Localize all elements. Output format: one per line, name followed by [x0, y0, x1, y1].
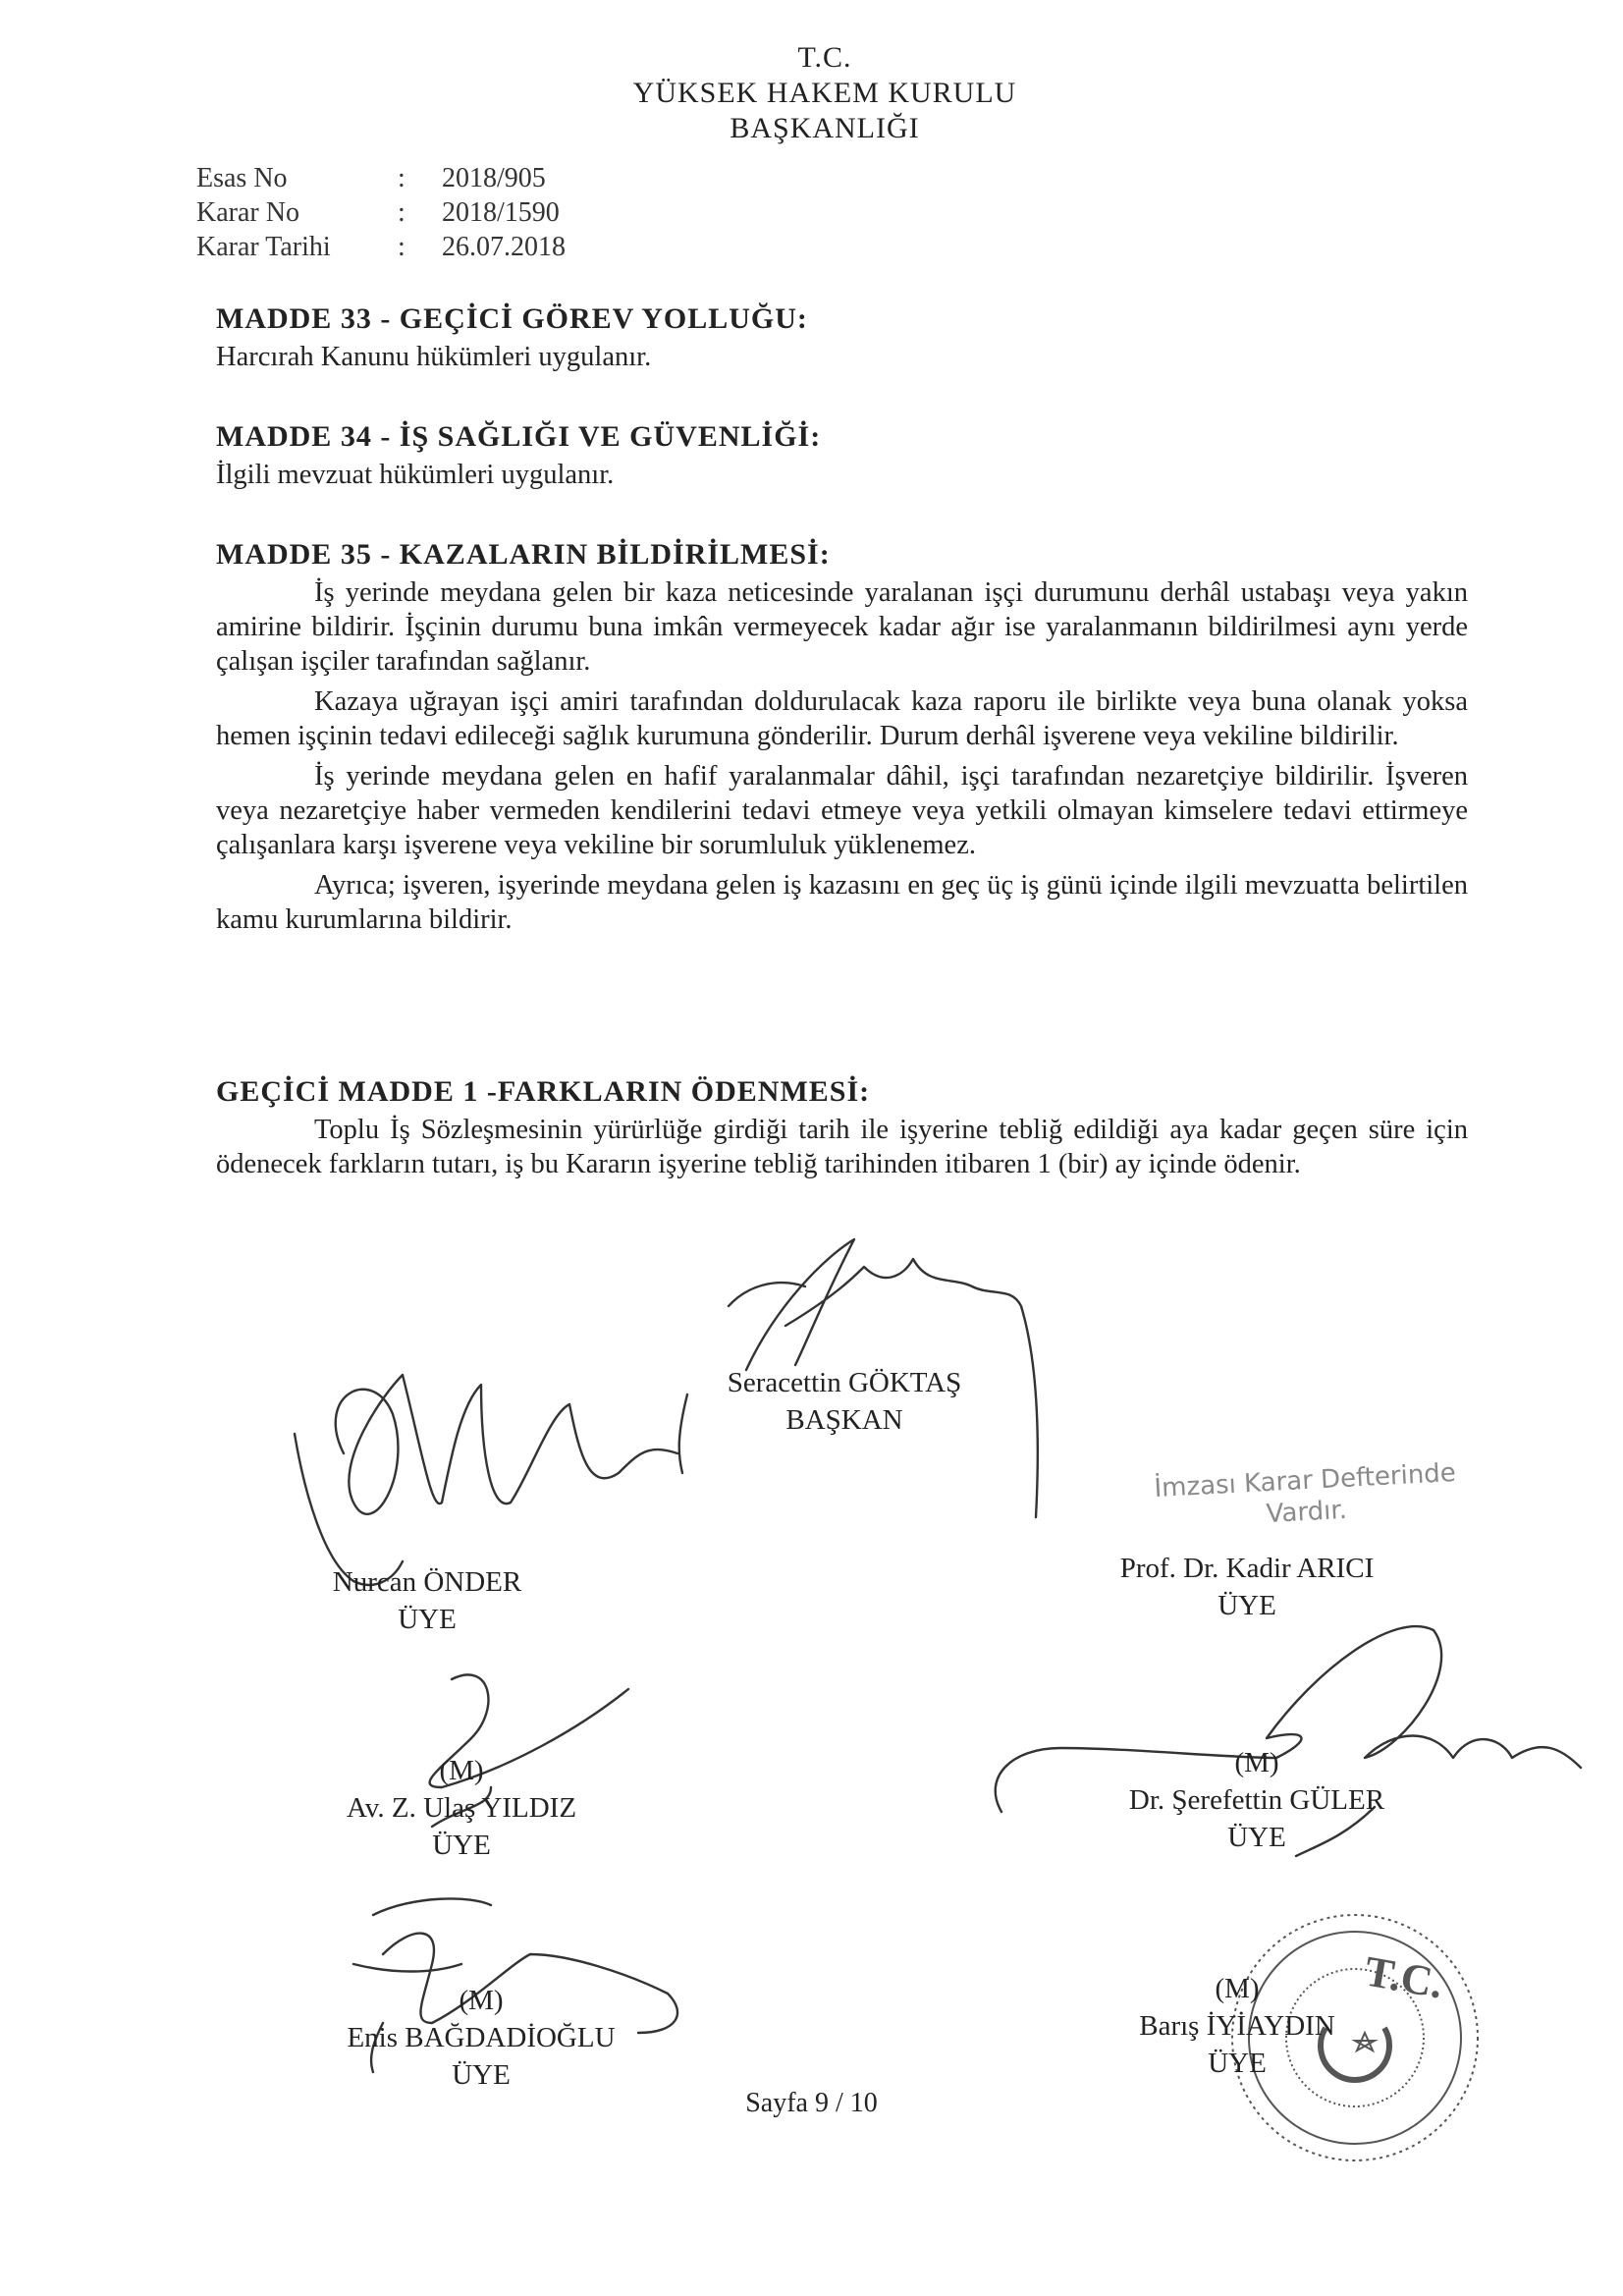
paragraph: Kazaya uğrayan işçi amiri tarafından doldurulacak kaza raporu ile birlikte veya buna olanak yoksa hemen işçinin tedavi edileceği sağlık kurumuna gönderilir. Durum derhâl işverene veya vekiline bildirilir. — [216, 686, 1468, 751]
meta-karar-tarihi: Karar Tarihi : 26.07.2018 — [196, 232, 566, 262]
header-tc: T.C. — [797, 41, 852, 74]
signatory-arici — [1070, 1550, 1424, 1624]
paragraph: Harcırah Kanunu hükümleri uygulanır. — [216, 342, 652, 372]
signatory-role: ÜYE — [1217, 1590, 1276, 1621]
signatory-name: Barış İYİAYDIN — [1139, 2010, 1335, 2042]
page-number: Sayfa 9 / 10 — [745, 2088, 878, 2118]
section-title: MADDE 34 - İŞ SAĞLIĞI VE GÜVENLİĞİ: — [216, 420, 822, 453]
signatory-name: Dr. Şerefettin GÜLER — [1128, 1784, 1385, 1816]
signatory-mark: (M) — [459, 1985, 504, 2016]
paragraph: Ayrıca; işveren, işyerinde meydana gelen iş kazasını en geç üç iş günü içinde ilgili mevzuatta belirtilen kamu kurumlarına bildirir. — [216, 870, 1468, 935]
signatory-name: Seracettin GÖKTAŞ — [727, 1367, 962, 1398]
signatory-yildiz — [304, 1752, 619, 1864]
signatory-mark: (M) — [439, 1755, 484, 1786]
section-title: MADDE 35 - KAZALARIN BİLDİRİLMESİ: — [216, 538, 831, 571]
signatory-mark: (M) — [1234, 1747, 1279, 1778]
signatory-name: Av. Z. Ulaş YILDIZ — [346, 1792, 577, 1824]
paragraph: İş yerinde meydana gelen bir kaza neticesinde yaralanan işçi durumunu derhâl ustabaşı veya yakın amirine bildirir. İşçinin durumu buna imkân vermeyecek kadar ağır ise yaralanmanın bildirilmesi aynı yerde çalışan işçiler tarafından sağlanır. — [216, 577, 1468, 677]
signatory-role: ÜYE — [1208, 2048, 1267, 2079]
signatory-mark: (M) — [1215, 1973, 1260, 2004]
signatory-name: Enis BAĞDADİOĞLU — [347, 2022, 616, 2053]
meta-esas-no: Esas No : 2018/905 — [196, 163, 546, 193]
paragraph: İş yerinde meydana gelen en hafif yaralanmalar dâhil, işçi tarafından nezaretçiye bildirilir. İşveren veya nezaretçiye haber vermeden kendilerini tedavi etmeye veya yetkili olmayan kimselere tedavi ettirmeye çalışanlara karşı işverene veya vekiline bir sorumluluk yüklenemez. — [216, 761, 1468, 860]
paragraph: Toplu İş Sözleşmesinin yürürlüğe girdiği tarih ile işyerine tebliğ edildiği aya kadar geçen süre için ödenecek farkların tutarı, iş bu Kararın işyerine tebliğ tarihinden itibaren 1 (bir) ay içinde ödenir. — [216, 1115, 1468, 1179]
signatory-bagdadioglu — [314, 1982, 648, 2094]
header-institution: YÜKSEK HAKEM KURULU — [632, 77, 1017, 109]
section-title: GEÇİCİ MADDE 1 -FARKLARIN ÖDENMESİ: — [216, 1075, 871, 1108]
signature-note-stamp: İmzası Karar Defterinde Vardır. — [1153, 1457, 1457, 1530]
paragraph: İlgili mevzuat hükümleri uygulanır. — [216, 460, 615, 490]
header-presidency: BAŞKANLIĞI — [730, 112, 920, 144]
signatory-onder — [304, 1563, 550, 1638]
signature-onder — [295, 1375, 687, 1585]
section-title: MADDE 33 - GEÇİCİ GÖREV YOLLUĞU: — [216, 302, 808, 335]
meta-karar-no: Karar No : 2018/1590 — [196, 197, 560, 228]
signatory-role: ÜYE — [432, 1830, 491, 1861]
signatory-role: ÜYE — [1227, 1822, 1286, 1853]
signatory-guler — [1100, 1744, 1414, 1856]
signatory-goktas — [727, 1364, 962, 1439]
signatory-role: ÜYE — [452, 2059, 511, 2091]
signatory-role: ÜYE — [398, 1604, 457, 1635]
signatory-role: BAŞKAN — [785, 1404, 903, 1436]
signatory-name: Nurcan ÖNDER — [332, 1566, 522, 1598]
seal-text: T.C. — [1361, 1946, 1447, 2008]
signatory-name: Prof. Dr. Kadir ARICI — [1119, 1553, 1375, 1584]
signatory-iyiaydin — [1109, 1970, 1365, 2082]
